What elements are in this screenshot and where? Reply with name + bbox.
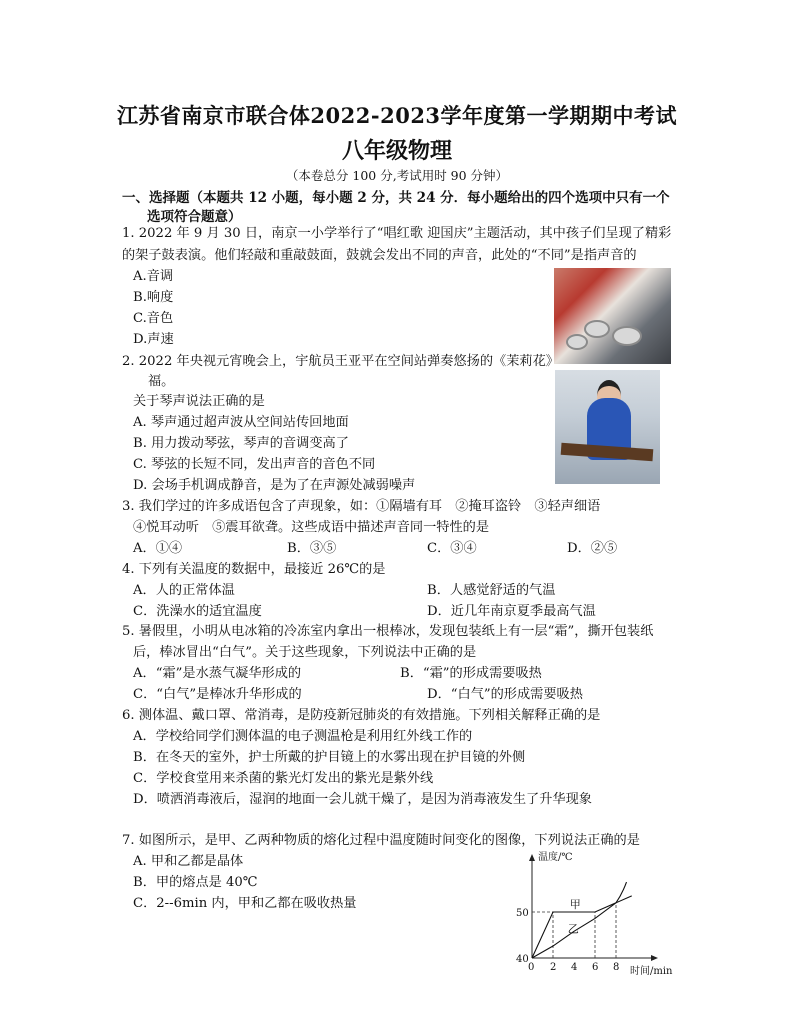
q3-option-d: D．②⑤ — [567, 541, 618, 556]
question-2-line1: 2. 2022 年央视元宵晚会上，宇航员王亚平在空间站弹奏悠扬的《茉莉花》 — [122, 354, 559, 369]
q5-option-b: B．“霜”的形成需要吸热 — [400, 666, 542, 681]
question-1-line2: 的架子鼓表演。他们轻敲和重敲鼓面，鼓就会发出不同的声音，此处的“不同”是指声音的 — [122, 248, 637, 263]
question-7-line1: 7. 如图所示，是甲、乙两种物质的熔化过程中温度随时间变化的图像，下列说法正确的是 — [122, 833, 640, 848]
y-tick-label: 50 — [516, 908, 529, 919]
q5-option-c: C．“白气”是棒冰升华形成的 — [133, 687, 302, 702]
question-4-line1: 4. 下列有关温度的数据中，最接近 26℃的是 — [122, 562, 386, 577]
series-label-yi: 乙 — [567, 922, 579, 936]
section-heading: 一、选择题（本题共 12 小题，每小题 2 分，共 24 分．每小题给出的四个选项中只有一个 — [122, 190, 670, 206]
x-tick-label: 0 — [528, 962, 535, 973]
question-3-line1: 3. 我们学过的许多成语包含了声现象，如：①隔墙有耳 ②掩耳盗铃 ③轻声细语 — [122, 499, 601, 514]
q3-option-b: B．③⑤ — [287, 541, 337, 556]
drum-performance-photo — [554, 268, 671, 364]
q4-option-c: C．洗澡水的适宜温度 — [133, 604, 262, 619]
q7-option-a: A. 甲和乙都是晶体 — [133, 854, 244, 869]
exam-subtitle: 八年级物理 — [341, 138, 452, 164]
q4-option-b: B．人感觉舒适的气温 — [427, 583, 556, 598]
q5-option-a: A．“霜”是水蒸气凝华形成的 — [133, 666, 302, 681]
q6-option-a: A．学校给同学们测体温的电子测温枪是利用红外线工作的 — [133, 729, 473, 744]
series-label-jia: 甲 — [569, 898, 581, 911]
question-5-line1: 5. 暑假里，小明从电冰箱的冷冻室内拿出一根棒冰，发现包装纸上有一层“霜”，撕开包装纸 — [122, 624, 654, 639]
q6-option-c: C．学校食堂用来杀菌的紫光灯发出的紫光是紫外线 — [133, 771, 434, 786]
astronaut-zither-photo — [555, 370, 660, 484]
question-5-line2: 后，棒冰冒出“白气”。关于这些现象，下列说法中正确的是 — [133, 645, 477, 660]
x-axis-label: 时间/min — [630, 966, 673, 977]
exam-title: 江苏省南京市联合体2022-2023学年度第一学期期中考试 — [116, 103, 678, 128]
x-tick-label: 2 — [550, 962, 557, 973]
y-axis-arrow — [529, 854, 535, 861]
x-tick-label: 8 — [613, 962, 620, 973]
x-axis-arrow — [651, 955, 658, 961]
q3-option-c: C．③④ — [427, 541, 477, 556]
x-tick-label: 6 — [592, 962, 599, 973]
q2-option-c: C. 琴弦的长短不同，发出声音的音色不同 — [133, 457, 376, 472]
q7-option-c: C．2--6min 内，甲和乙都在吸收热量 — [133, 896, 357, 911]
q4-option-d: D．近几年南京夏季最高气温 — [427, 604, 596, 619]
exam-note: （本卷总分 100 分,考试用时 90 分钟） — [285, 168, 509, 183]
series-line-0 — [532, 882, 627, 958]
q1-option-c: C.音色 — [133, 311, 174, 326]
section-heading-cont: 选项符合题意） — [147, 209, 242, 225]
question-2-line3: 关于琴声说法正确的是 — [133, 394, 265, 409]
q6-option-d: D．喷洒消毒液后，湿润的地面一会儿就干燥了，是因为消毒液发生了升华现象 — [133, 792, 592, 807]
q1-option-b: B.响度 — [133, 290, 174, 305]
question-6-line1: 6. 测体温、戴口罩、常消毒，是防疫新冠肺炎的有效措施。下列相关解释正确的是 — [122, 708, 601, 723]
x-tick-label: 4 — [571, 962, 578, 973]
q3-option-a: A．①④ — [133, 541, 183, 556]
y-axis-label: 温度/℃ — [538, 852, 573, 863]
q1-option-a: A.音调 — [133, 269, 174, 284]
question-3-line2: ④悦耳动听 ⑤震耳欲聋。这些成语中描述声音同一特性的是 — [133, 520, 490, 535]
question-2-line2: 福。 — [148, 374, 175, 389]
question-1-line1: 1. 2022 年 9 月 30 日，南京一小学举行了“唱红歌 迎国庆”主题活动，其中孩子们呈现了精彩 — [122, 226, 672, 241]
q7-option-b: B．甲的熔点是 40℃ — [133, 875, 258, 890]
q4-option-a: A．人的正常体温 — [133, 583, 235, 598]
q2-option-a: A. 琴声通过超声波从空间站传回地面 — [133, 415, 349, 430]
q6-option-b: B．在冬天的室外，护士所戴的护目镜上的水雾出现在护目镜的外侧 — [133, 750, 526, 765]
series-line-1 — [532, 896, 632, 958]
q2-option-d: D. 会场手机调成静音，是为了在声源处减弱噪声 — [133, 478, 416, 493]
q1-option-d: D.声速 — [133, 332, 174, 347]
q2-option-b: B. 用力拨动琴弦，琴声的音调变高了 — [133, 436, 349, 451]
q5-option-d: D．“白气”的形成需要吸热 — [427, 687, 583, 702]
y-tick-label: 40 — [516, 954, 529, 965]
melting-temperature-chart — [500, 846, 680, 978]
